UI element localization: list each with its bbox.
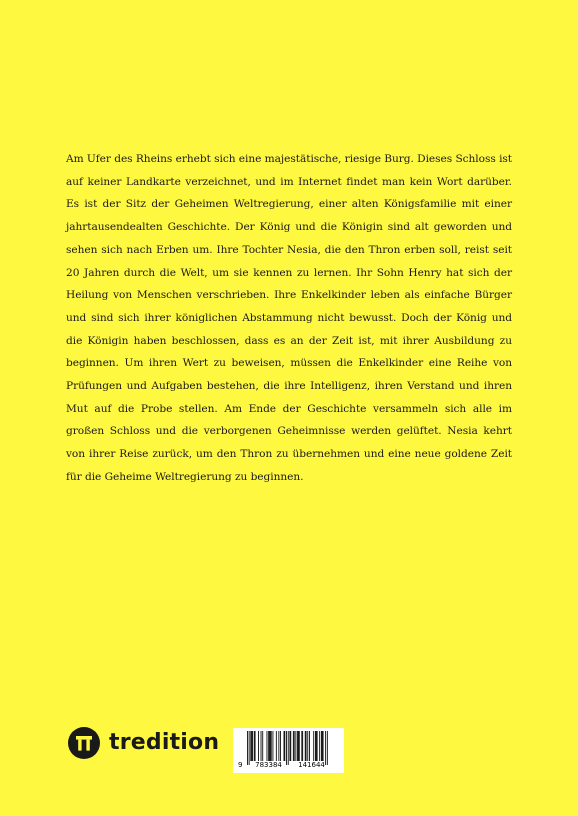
tredition-logo-icon: [68, 727, 100, 759]
barcode-bar: [301, 731, 302, 761]
barcode-bar: [270, 731, 271, 761]
barcode-bar: [250, 731, 251, 761]
barcode-bar: [313, 731, 314, 761]
barcode-bar: [305, 731, 306, 761]
barcode-bar: [262, 731, 263, 761]
barcode-bar: [309, 731, 310, 761]
isbn-barcode: [233, 728, 344, 773]
barcode-bar: [321, 731, 322, 761]
barcode-bar: [293, 731, 294, 761]
barcode-bar: [294, 731, 295, 761]
publisher-name: tredition: [109, 729, 220, 755]
barcode-bar: [302, 731, 303, 761]
barcode-bar: [284, 731, 285, 761]
barcode-bar: [268, 731, 269, 761]
barcode-bar: [297, 731, 298, 761]
barcode-bar: [299, 731, 300, 761]
barcode-guard-bar: [286, 731, 287, 765]
barcode-right-digits: 141644: [298, 761, 325, 769]
barcode-bar: [258, 731, 259, 761]
barcode-bar: [290, 731, 291, 761]
barcode-bar: [280, 731, 281, 761]
barcode-bar: [323, 731, 324, 761]
barcode-guard-bar: [327, 731, 328, 765]
barcode-left-digits: 783384: [255, 761, 282, 769]
barcode-bar: [317, 731, 318, 761]
barcode-bar: [261, 731, 262, 761]
barcode-bar: [290, 731, 291, 761]
barcode-bar: [319, 731, 320, 761]
barcode-guard-bar: [249, 731, 250, 765]
barcode-guard-bar: [325, 731, 326, 765]
barcode-bar: [284, 731, 285, 761]
barcode-bar: [306, 731, 307, 761]
barcode-bar: [322, 731, 323, 761]
barcode-bar: [276, 731, 277, 761]
barcode-bar: [315, 731, 316, 761]
barcode-bar: [251, 731, 252, 761]
barcode-guard-bar: [247, 731, 248, 765]
barcode-guard-bar: [288, 731, 289, 765]
barcode-bar: [298, 731, 299, 761]
barcode-bar: [295, 731, 296, 761]
barcode-bar: [269, 731, 270, 761]
barcode-bar: [254, 731, 255, 761]
blurb-text: Am Ufer des Rheins erhebt sich eine majestätische, riesige Burg. Dieses Schloss ist auf keiner Landkarte verzeichnet, und im Internet findet man kein Wort darüber. Es ist der Sitz der Geheimen Weltregierung, einer alten Königsfamilie mit einer jahrtausendealten Geschichte. Der König und die Königin sind alt geworden und sehen sich nach Erben um. Ihre Tochter Nesia, die den Thron erben soll, reist seit 20 Jahren durch die Welt, um sie kennen zu lernen. Ihr Sohn Henry hat sich der Heilung von Menschen verschrieben. Ihre Enkelkinder leben als einfache Bürger und sind sich ihrer königlichen Abstammung nicht bewusst. Doch der König und die Königin haben beschlossen, dass es an der Zeit ist, mit ihrer Ausbildung zu beginnen. Um ihren Wert zu beweisen, müssen die Enkelkinder eine Reihe von Prüfungen und Aufgaben bestehen, die ihre Intelligenz, ihren Verstand und ihren Mut auf die Probe stellen. Am Ende der Geschichte versammeln sich alle im großen Schloss und die verborgenen Geheimnisse werden gelüftet. Nesia kehrt von ihrer Reise zurück, um den Thron zu übernehmen und eine neue goldene Zeit für die Geheime Weltregierung zu beginnen.: [66, 153, 512, 483]
barcode-bar: [252, 731, 253, 761]
barcode-bar: [255, 731, 256, 761]
barcode-bar: [307, 731, 308, 761]
barcode-bar: [273, 731, 274, 761]
barcode-lead-digit: 9: [238, 761, 243, 769]
barcode-bar: [271, 731, 272, 761]
publisher-logo: [68, 726, 219, 760]
barcode-bar: [316, 731, 317, 761]
barcode-bar: [267, 731, 268, 761]
barcode-bar: [278, 731, 279, 761]
